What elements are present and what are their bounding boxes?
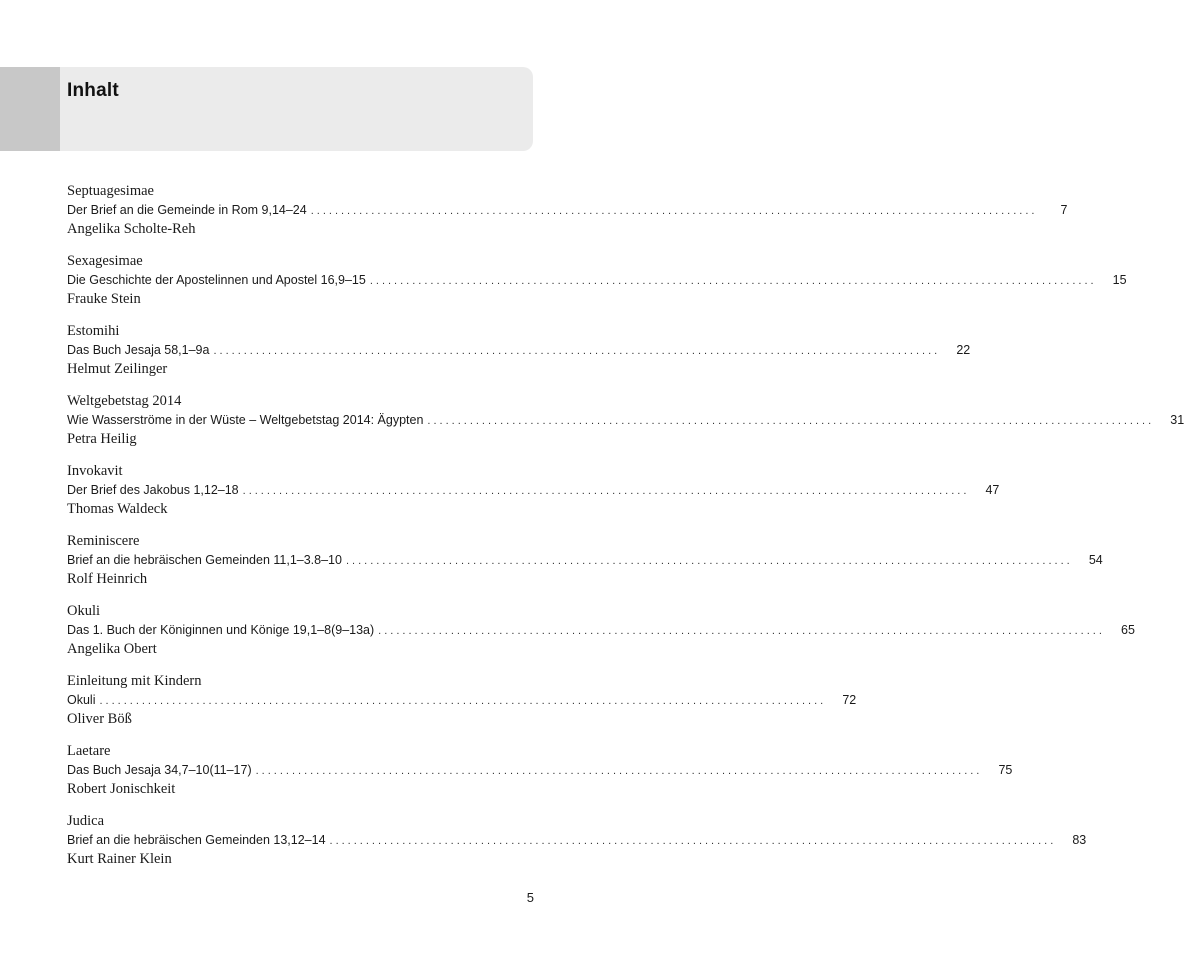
toc-author: Rolf Heinrich: [67, 571, 148, 587]
toc-occasion: Einleitung mit Kindern: [67, 673, 202, 689]
toc-line: [67, 481, 1000, 500]
toc-entry: [67, 392, 1184, 462]
dot-leader: ........................................................................................................................: [213, 345, 941, 357]
toc-entry: [67, 252, 1127, 322]
toc-title: Brief an die hebräischen Gemeinden 11,1–3.8–10: [67, 553, 342, 567]
toc-occasion: Weltgebetstag 2014: [67, 393, 182, 409]
toc-occasion: Estomihi: [67, 323, 120, 339]
toc-line: [67, 621, 1135, 640]
toc-author: Thomas Waldeck: [67, 501, 168, 517]
toc-page-number: 7: [1060, 203, 1068, 217]
toc-line: [67, 691, 857, 710]
dot-leader: ........................................................................................................................: [242, 485, 970, 497]
header-tab-marker: [0, 67, 60, 151]
table-of-contents: [67, 182, 1184, 882]
toc-line: [67, 201, 1068, 220]
page-number: 5: [526, 890, 534, 905]
toc-page-number: 65: [1121, 623, 1135, 637]
toc-title: Wie Wasserströme in der Wüste – Weltgebetstag 2014: Ägypten: [67, 413, 424, 427]
toc-entry: [67, 182, 1068, 252]
toc-page-number: 54: [1088, 553, 1103, 567]
toc-author: Oliver Böß: [67, 711, 132, 727]
toc-entry: [67, 462, 1000, 532]
toc-title: Das Buch Jesaja 58,1–9a: [67, 343, 210, 357]
dot-leader: ........................................................................................................................: [378, 625, 1105, 637]
toc-line: [67, 551, 1103, 570]
toc-author: Robert Jonischkeit: [67, 781, 176, 797]
toc-author: Kurt Rainer Klein: [67, 851, 172, 867]
toc-author: Angelika Obert: [67, 641, 157, 657]
dot-leader: ........................................................................................................................: [329, 835, 1057, 847]
toc-occasion: Sexagesimae: [67, 253, 143, 269]
toc-entry: [67, 322, 971, 392]
page-title: Inhalt: [67, 80, 119, 101]
toc-author: Helmut Zeilinger: [67, 361, 168, 377]
toc-title: Der Brief an die Gemeinde in Rom 9,14–24: [67, 203, 307, 217]
dot-leader: ........................................................................................................................: [99, 695, 827, 707]
dot-leader: ........................................................................................................................: [255, 765, 983, 777]
toc-page-number: 15: [1112, 273, 1127, 287]
toc-page-number: 47: [985, 483, 1000, 497]
dot-leader: ........................................................................................................................: [345, 555, 1073, 567]
toc-occasion: Laetare: [67, 743, 111, 759]
toc-author: Angelika Scholte-Reh: [67, 221, 196, 237]
toc-occasion: Okuli: [67, 603, 101, 619]
toc-entry: [67, 742, 1013, 812]
toc-line: [67, 761, 1013, 780]
toc-page-number: 22: [956, 343, 971, 357]
toc-author: Frauke Stein: [67, 291, 141, 307]
toc-occasion: Septuagesimae: [67, 183, 154, 199]
toc-occasion: Reminiscere: [67, 533, 140, 549]
toc-line: [67, 271, 1127, 290]
dot-leader: ........................................................................................................................: [310, 205, 1038, 217]
toc-title: Brief an die hebräischen Gemeinden 13,12–14: [67, 833, 326, 847]
toc-page-number: 75: [998, 763, 1013, 777]
toc-occasion: Invokavit: [67, 463, 123, 479]
toc-entry: [67, 602, 1135, 672]
toc-entry: [67, 532, 1103, 602]
toc-line: [67, 831, 1087, 850]
dot-leader: ........................................................................................................................: [427, 415, 1155, 427]
toc-line: [67, 411, 1184, 430]
toc-page-number: 31: [1170, 413, 1184, 427]
toc-entry: [67, 672, 857, 742]
toc-page-number: 83: [1072, 833, 1087, 847]
toc-page-number: 72: [842, 693, 857, 707]
toc-author: Petra Heilig: [67, 431, 137, 447]
toc-title: Der Brief des Jakobus 1,12–18: [67, 483, 239, 497]
toc-title: Das 1. Buch der Königinnen und Könige 19,1–8(9–13a): [67, 623, 375, 637]
dot-leader: ........................................................................................................................: [369, 275, 1097, 287]
toc-entry: [67, 812, 1087, 882]
toc-title: Die Geschichte der Apostelinnen und Apostel 16,9–15: [67, 273, 366, 287]
toc-title: Okuli: [67, 693, 96, 707]
toc-occasion: Judica: [67, 813, 105, 829]
toc-title: Das Buch Jesaja 34,7–10(11–17): [67, 763, 252, 777]
toc-line: [67, 341, 971, 360]
